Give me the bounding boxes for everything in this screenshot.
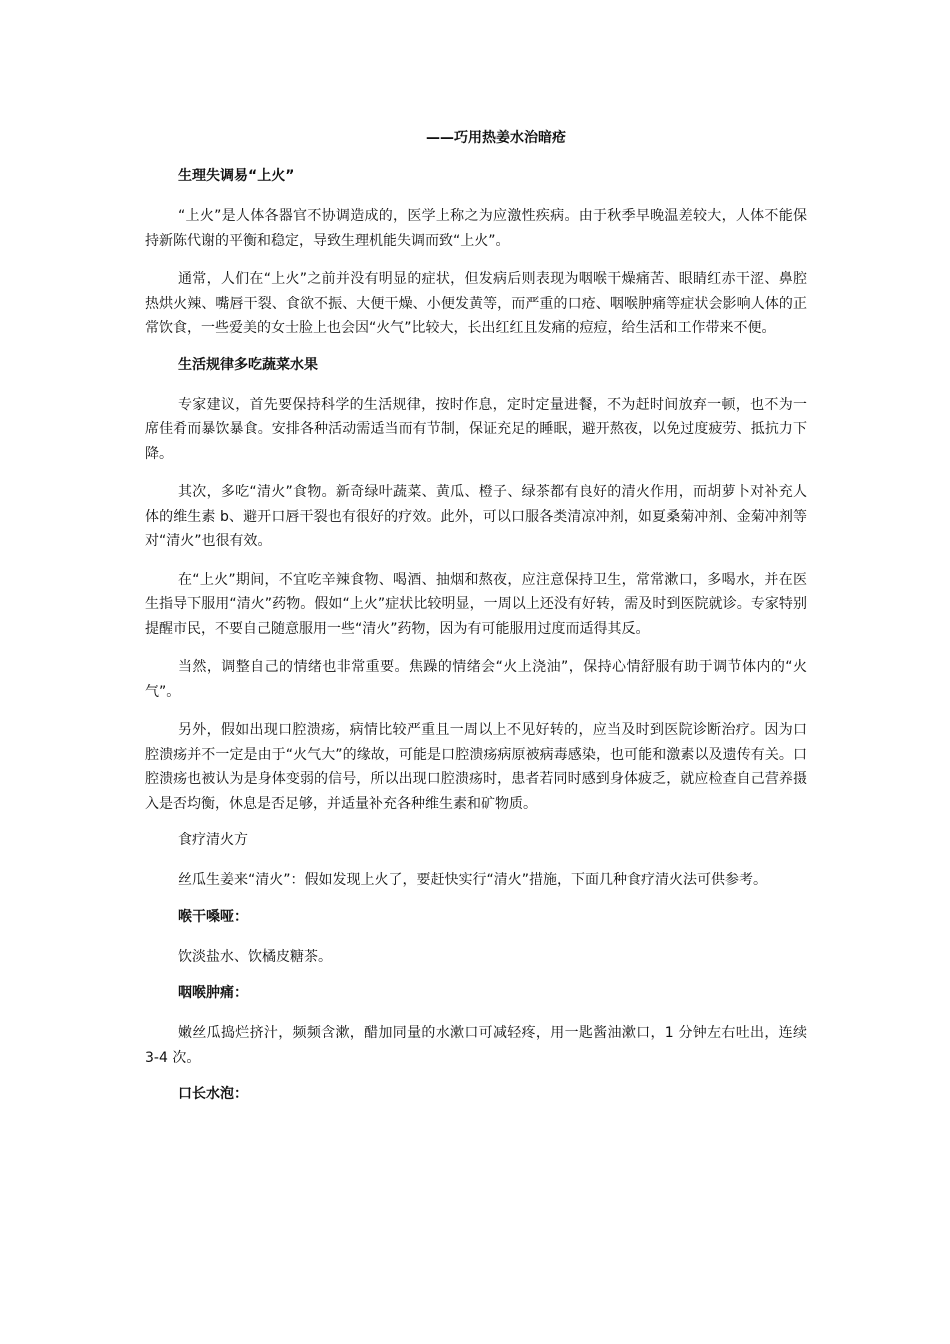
section-heading: 咽喉肿痛： xyxy=(178,985,248,1001)
document-page xyxy=(145,128,807,1122)
section-heading: 口长水泡： xyxy=(178,1086,248,1102)
paragraph: 另外，假如出现口腔溃疡，病情比较严重且一周以上不见好转的，应当及时到医院诊断治疗。因为口腔溃疡并不一定是由于“火气大”的缘故，可能是口腔溃疡病原被病毒感染，也可能和激素以及遗传有关。口腔溃疡也被认为是身体变弱的信号，所以出现口腔溃疡时，患者若同时感到身体疲乏，就应检查自己营养摄入是否均衡，休息是否足够，并适量补充各种维生素和矿物质。 xyxy=(145,722,807,812)
paragraph: 当然，调整自己的情绪也非常重要。焦躁的情绪会“火上浇油”，保持心情舒服有助于调节体内的“火气”。 xyxy=(145,659,807,700)
paragraph: 其次，多吃“清火”食物。新奇绿叶蔬菜、黄瓜、橙子、绿茶都有良好的清火作用，而胡萝卜对补充人体的维生素 b、避开口唇干裂也有很好的疗效。此外，可以口服各类清凉冲剂，如夏桑菊冲剂、金菊冲剂等对“清火”也很有效。 xyxy=(145,484,807,549)
paragraph: 饮淡盐水、饮橘皮糖茶。 xyxy=(178,948,332,965)
document-title: ——巧用热姜水治暗疮 xyxy=(426,130,566,146)
section-subheading: 食疗清火方 xyxy=(178,832,248,848)
paragraph: 在“上火”期间，不宜吃辛辣食物、喝酒、抽烟和熬夜，应注意保持卫生，常常漱口，多喝水，并在医生指导下服用“清火”药物。假如“上火”症状比较明显，一周以上还没有好转，需及时到医院就诊。专家特别提醒市民，不要自己随意服用一些“清火”药物，因为有可能服用过度而适得其反。 xyxy=(145,571,807,637)
paragraph: “上火”是人体各器官不协调造成的，医学上称之为应激性疾病。由于秋季早晚温差较大，人体不能保持新陈代谢的平衡和稳定，导致生理机能失调而致“上火”。 xyxy=(145,208,807,249)
paragraph: 专家建议，首先要保持科学的生活规律，按时作息，定时定量进餐，不为赶时间放弃一顿，也不为一席佳肴而暴饮暴食。安排各种活动需适当而有节制，保证充足的睡眠，避开熬夜，以免过度疲劳、抵抗力下降。 xyxy=(145,396,807,462)
paragraph: 通常，人们在“上火”之前并没有明显的症状，但发病后则表现为咽喉干燥痛苦、眼睛红赤干涩、鼻腔热烘火辣、嘴唇干裂、食欲不振、大便干燥、小便发黄等，而严重的口疮、咽喉肿痛等症状会影响人体的正常饮食，一些爱美的女士脸上也会因“火气”比较大，长出红红且发痛的痘痘，给生活和工作带来不便。 xyxy=(145,271,807,336)
paragraph: 嫩丝瓜捣烂挤汁，频频含漱，醋加同量的水漱口可减轻疼，用一匙酱油漱口，1 分钟左右吐出，连续 3-4 次。 xyxy=(145,1025,807,1066)
section-heading: 生活规律多吃蔬菜水果 xyxy=(178,356,318,373)
paragraph: 丝瓜生姜来“清火”：假如发现上火了，要赶快实行“清火”措施，下面几种食疗清火法可供参考。 xyxy=(178,872,768,888)
section-heading: 喉干嗓哑： xyxy=(178,908,248,925)
section-heading: 生理失调易“上火” xyxy=(178,168,295,184)
